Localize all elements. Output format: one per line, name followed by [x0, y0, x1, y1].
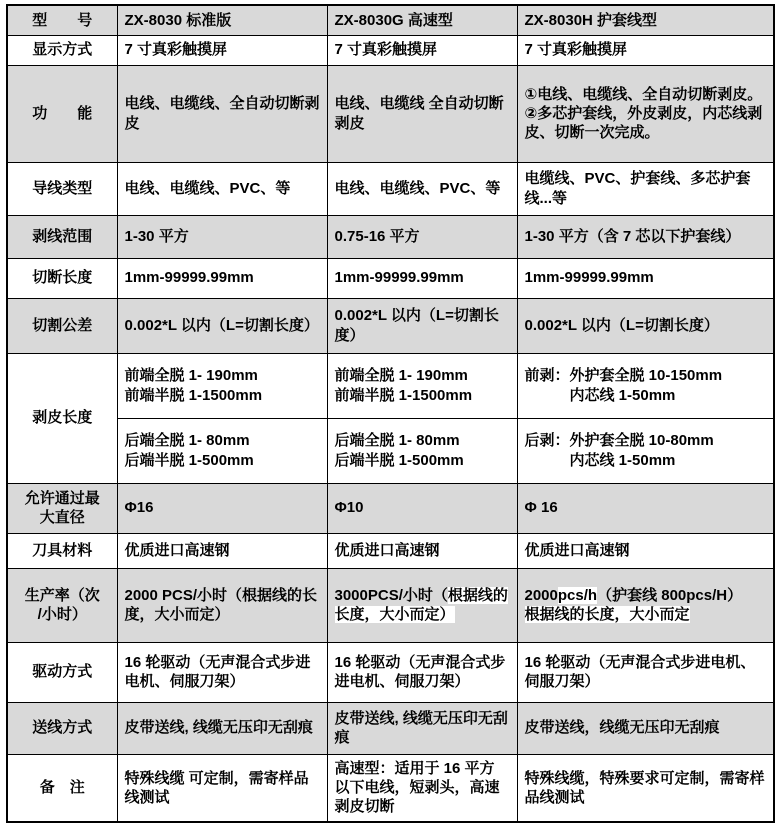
row-label-text: 大直径	[39, 509, 85, 526]
cell-line: ②多芯护套线，外皮剥皮，内芯线剥皮、切断一次完成。	[524, 104, 763, 142]
cell-line: 2000 PCS/小时（根据线的长度，大小而定）	[124, 586, 318, 623]
cell-cut-tolerance-col3	[517, 298, 774, 353]
highlighted-text: pcs/h	[557, 586, 598, 604]
cell-line: 0.75-16 平方	[334, 227, 420, 245]
cell-max-diameter-col3	[517, 483, 774, 533]
cell-function-col3	[517, 65, 774, 162]
cell-line: Φ 16	[524, 499, 558, 517]
cell-display-type-col2	[327, 35, 517, 65]
cell-drive-mode-col3	[517, 642, 774, 702]
table-row-blade-material	[7, 533, 774, 568]
row-label-model	[7, 5, 117, 35]
table-row-max-diameter	[7, 483, 774, 533]
cell-remarks-col2	[327, 754, 517, 822]
cell-line: 优质进口高速钢	[334, 541, 440, 559]
row-label-feeding-mode	[7, 702, 117, 754]
cell-display-type-col3	[517, 35, 774, 65]
row-label-text: 切割公差	[32, 316, 93, 334]
cell-line: 后端半脱 1-500mm	[124, 451, 254, 469]
cell-display-type-col1	[117, 35, 327, 65]
cell-strip-range-col1	[117, 215, 327, 258]
product-spec-table	[6, 4, 775, 823]
row-label-text: 允许通过最	[24, 489, 100, 507]
cell-remarks-col3	[517, 754, 774, 822]
row-label-text: 型 号	[32, 11, 93, 29]
cell-drive-mode-col2	[327, 642, 517, 702]
highlighted-text: 根据线的长度，大小而定	[524, 606, 690, 623]
cell-line: 电线、电缆线、PVC、等	[334, 179, 501, 197]
cell-function-col2	[327, 65, 517, 162]
cell-line: 皮带送线, 线缆无压印无刮痕	[334, 709, 508, 746]
cell-feeding-mode-col3	[517, 702, 774, 754]
row-label-text: 切断长度	[32, 269, 93, 287]
row-label-strip-length	[7, 353, 117, 483]
row-label-text: 送线方式	[32, 719, 93, 737]
cell-max-diameter-col1	[117, 483, 327, 533]
cell-wire-type-col3	[517, 162, 774, 215]
table-row-feeding-mode	[7, 702, 774, 754]
cell-line: 皮带送线，线缆无压印无刮痕	[524, 719, 720, 737]
row-label-wire-type	[7, 162, 117, 215]
row-label-text: 显示方式	[32, 41, 93, 59]
row-label-cut-tolerance	[7, 298, 117, 353]
cell-line: 1-30 平方	[124, 227, 189, 245]
text-segment: 3000PCS/小时（	[334, 586, 448, 604]
cell-line: 特殊线缆 可定制，需寄样品线测试	[124, 769, 309, 806]
cell-line: 前端全脱 1- 190mm	[334, 367, 468, 385]
table-row-strip-length-bottom	[7, 418, 774, 483]
cell-line: 7 寸真彩触摸屏	[334, 41, 438, 59]
cell-line: 优质进口高速钢	[124, 541, 230, 559]
row-label-remarks	[7, 754, 117, 822]
cell-model-col1	[117, 5, 327, 35]
cell-feeding-mode-col1	[117, 702, 327, 754]
row-label-drive-mode	[7, 642, 117, 702]
cell-line: Φ10	[334, 499, 364, 517]
cell-line: 后端全脱 1- 80mm	[124, 432, 250, 450]
cell-feeding-mode-col2	[327, 702, 517, 754]
cell-line	[525, 586, 767, 605]
cell-line: ①电线、电缆线、全自动切断剥皮。	[524, 85, 763, 103]
cell-line: 内芯线 1-50mm	[524, 451, 676, 469]
cell-cut-tolerance-col1	[117, 298, 327, 353]
cell-cut-length-col3	[517, 258, 774, 298]
cell-blade-material-col2	[327, 533, 517, 568]
table-row-wire-type	[7, 162, 774, 215]
cell-line: 前剥：外护套全脱 10-150mm	[524, 367, 723, 385]
cell-function-col1	[117, 65, 327, 162]
cell-line: 电线、电缆线 全自动切断剥皮	[334, 95, 504, 132]
row-label-blade-material	[7, 533, 117, 568]
text-segment: 2000	[524, 586, 558, 604]
cell-strip-length-col1	[117, 353, 327, 418]
cell-line: ZX-8030 标准版	[124, 11, 232, 29]
cell-line	[335, 586, 510, 624]
highlighted-text: 根据线的长度，大小而定）	[334, 586, 508, 623]
cell-max-diameter-col2	[327, 483, 517, 533]
row-label-production-rate	[7, 568, 117, 642]
cell-line: 高速型：适用于 16 平方以下电线，短剥头，高速剥皮切断	[334, 759, 500, 816]
row-label-text: 导线类型	[32, 179, 93, 197]
row-label-function	[7, 65, 117, 162]
cell-cut-tolerance-col2	[327, 298, 517, 353]
cell-line: 16 轮驱动（无声混合式步进电机、伺服刀架）	[334, 653, 506, 690]
cell-line: 内芯线 1-50mm	[524, 386, 676, 404]
cell-line: 电缆线、PVC、护套线、多芯护套线...等	[524, 170, 751, 207]
row-label-cut-length	[7, 258, 117, 298]
cell-line: 1-30 平方（含 7 芯以下护套线）	[524, 227, 741, 245]
table-row-cut-length	[7, 258, 774, 298]
cell-production-rate-col2	[327, 568, 517, 642]
cell-model-col3	[517, 5, 774, 35]
table-row-remarks	[7, 754, 774, 822]
cell-remarks-col1	[117, 754, 327, 822]
table-row-production-rate	[7, 568, 774, 642]
cell-line: 1mm-99999.99mm	[524, 269, 654, 287]
cell-line	[525, 605, 767, 624]
cell-wire-type-col1	[117, 162, 327, 215]
row-label-strip-range	[7, 215, 117, 258]
table-row-cut-tolerance	[7, 298, 774, 353]
cell-strip-length-col2	[327, 418, 517, 483]
row-label-text: 剥线范围	[32, 227, 93, 245]
row-label-text: 驱动方式	[32, 663, 93, 681]
cell-line: 0.002*L 以内（L=切割长度）	[124, 316, 319, 334]
cell-strip-length-col1	[117, 418, 327, 483]
cell-line: 7 寸真彩触摸屏	[124, 41, 228, 59]
row-label-text: 功 能	[32, 104, 93, 122]
row-label-text: 刀具材料	[32, 541, 93, 559]
cell-line: 16 轮驱动（无声混合式步进电机、伺服刀架）	[524, 653, 756, 690]
table-row-model	[7, 5, 774, 35]
cell-line: 前端半脱 1-1500mm	[124, 386, 263, 404]
cell-line: 后端半脱 1-500mm	[334, 451, 464, 469]
cell-line: 0.002*L 以内（L=切割长度）	[334, 307, 499, 344]
cell-production-rate-col3	[517, 568, 774, 642]
cell-line: 前端全脱 1- 190mm	[124, 367, 258, 385]
cell-line: 优质进口高速钢	[524, 541, 630, 559]
cell-line: 后端全脱 1- 80mm	[334, 432, 460, 450]
table-row-display-type	[7, 35, 774, 65]
table-row-strip-range	[7, 215, 774, 258]
cell-strip-length-col3	[517, 418, 774, 483]
row-label-max-diameter	[7, 483, 117, 533]
cell-line: ZX-8030H 护套线型	[524, 11, 658, 29]
cell-strip-range-col2	[327, 215, 517, 258]
table-row-function	[7, 65, 774, 162]
row-label-text: /小时）	[37, 606, 87, 623]
row-label-text: 剥皮长度	[32, 409, 93, 427]
cell-strip-length-col2	[327, 353, 517, 418]
cell-line: 1mm-99999.99mm	[334, 269, 464, 287]
cell-blade-material-col3	[517, 533, 774, 568]
cell-line: 电线、电缆线、PVC、等	[124, 179, 291, 197]
cell-line: Φ16	[124, 499, 154, 517]
text-segment: （护套线 800pcs/H）	[597, 586, 743, 604]
cell-line: 特殊线缆，特殊要求可定制，需寄样品线测试	[524, 769, 765, 806]
cell-strip-length-col3	[517, 353, 774, 418]
cell-blade-material-col1	[117, 533, 327, 568]
cell-line: 16 轮驱动（无声混合式步进电机、伺服刀架）	[124, 653, 311, 690]
cell-line: 皮带送线, 线缆无压印无刮痕	[124, 719, 313, 737]
cell-cut-length-col2	[327, 258, 517, 298]
table-row-strip-length-top	[7, 353, 774, 418]
cell-model-col2	[327, 5, 517, 35]
cell-wire-type-col2	[327, 162, 517, 215]
cell-drive-mode-col1	[117, 642, 327, 702]
cell-cut-length-col1	[117, 258, 327, 298]
cell-production-rate-col1	[117, 568, 327, 642]
cell-line: 后剥：外护套全脱 10-80mm	[524, 432, 714, 450]
cell-line: ZX-8030G 高速型	[334, 11, 453, 29]
cell-line: 0.002*L 以内（L=切割长度）	[524, 316, 719, 334]
row-label-display-type	[7, 35, 117, 65]
cell-line: 1mm-99999.99mm	[124, 269, 254, 287]
cell-line: 7 寸真彩触摸屏	[524, 41, 628, 59]
table-row-drive-mode	[7, 642, 774, 702]
cell-line: 前端半脱 1-1500mm	[334, 386, 473, 404]
row-label-text: 备 注	[39, 779, 85, 797]
row-label-text: 生产率（次	[24, 586, 100, 604]
cell-strip-range-col3	[517, 215, 774, 258]
cell-line: 电线、电缆线、全自动切断剥皮	[124, 95, 320, 132]
